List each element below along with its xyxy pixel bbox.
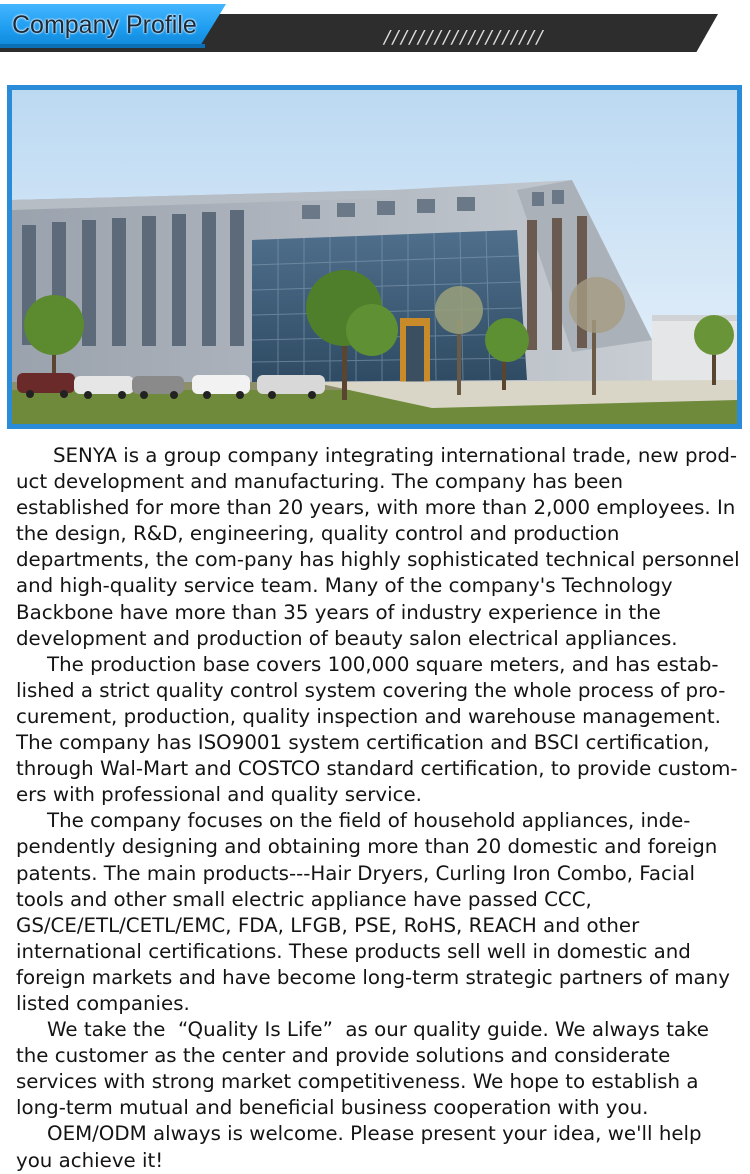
company-building-photo — [7, 85, 742, 429]
paragraph-products-certifications: The company focuses on the field of household appliances, inde-pendently designing and obtaining more than 20 domestic and foreign patents. The main products---Hair Dryers, Curling Iron Combo, Facial tools and other small electric appliance have passed CCC, GS/CE/ETL/CETL/EMC, FDA, LFGB, PSE, RoHS, REACH and other international certifications. These products sell well in domestic and foreign markets and have become long-term strategic partners of many listed companies. — [16, 809, 730, 1015]
page-title: Company Profile — [12, 11, 197, 39]
building-illustration — [12, 90, 737, 424]
paragraph-oem-odm: OEM/ODM always is welcome. Please present your idea, we'll help you achieve it! — [16, 1122, 702, 1172]
paragraph-quality-guide: We take the “Quality Is Life” as our quality guide. We always take the customer as the center and provide solutions and considerate services with strong market competitiveness. We hope to establish a long-term mutual and beneficial business cooperation with you. — [16, 1018, 709, 1120]
paragraph-intro: SENYA is a group company integrating international trade, new prod-uct development and manufacturing. The company has been established for more than 20 years, with more than 2,000 employees. In the design, R&D, engineering, quality control and production departments, the com-pany has highly sophisticated technical personnel and high-quality service team. Many of the company's Technology Backbone have more than 35 years of industry experience in the development and production of beauty salon electrical appliances. — [16, 444, 740, 650]
section-header — [0, 4, 750, 52]
header-slash-decoration: /////////////////// — [384, 27, 545, 48]
paragraph-production-base: The production base covers 100,000 square meters, and has estab-lished a strict quality control system covering the whole process of pro-curement, production, quality inspection and warehouse management. The company has ISO9001 system certification and BSCI certification, through Wal-Mart and COSTCO standard certification, to provide custom-ers with professional and quality service. — [16, 652, 738, 807]
company-description — [16, 443, 740, 1174]
header-blue-tab-edge — [0, 44, 205, 48]
